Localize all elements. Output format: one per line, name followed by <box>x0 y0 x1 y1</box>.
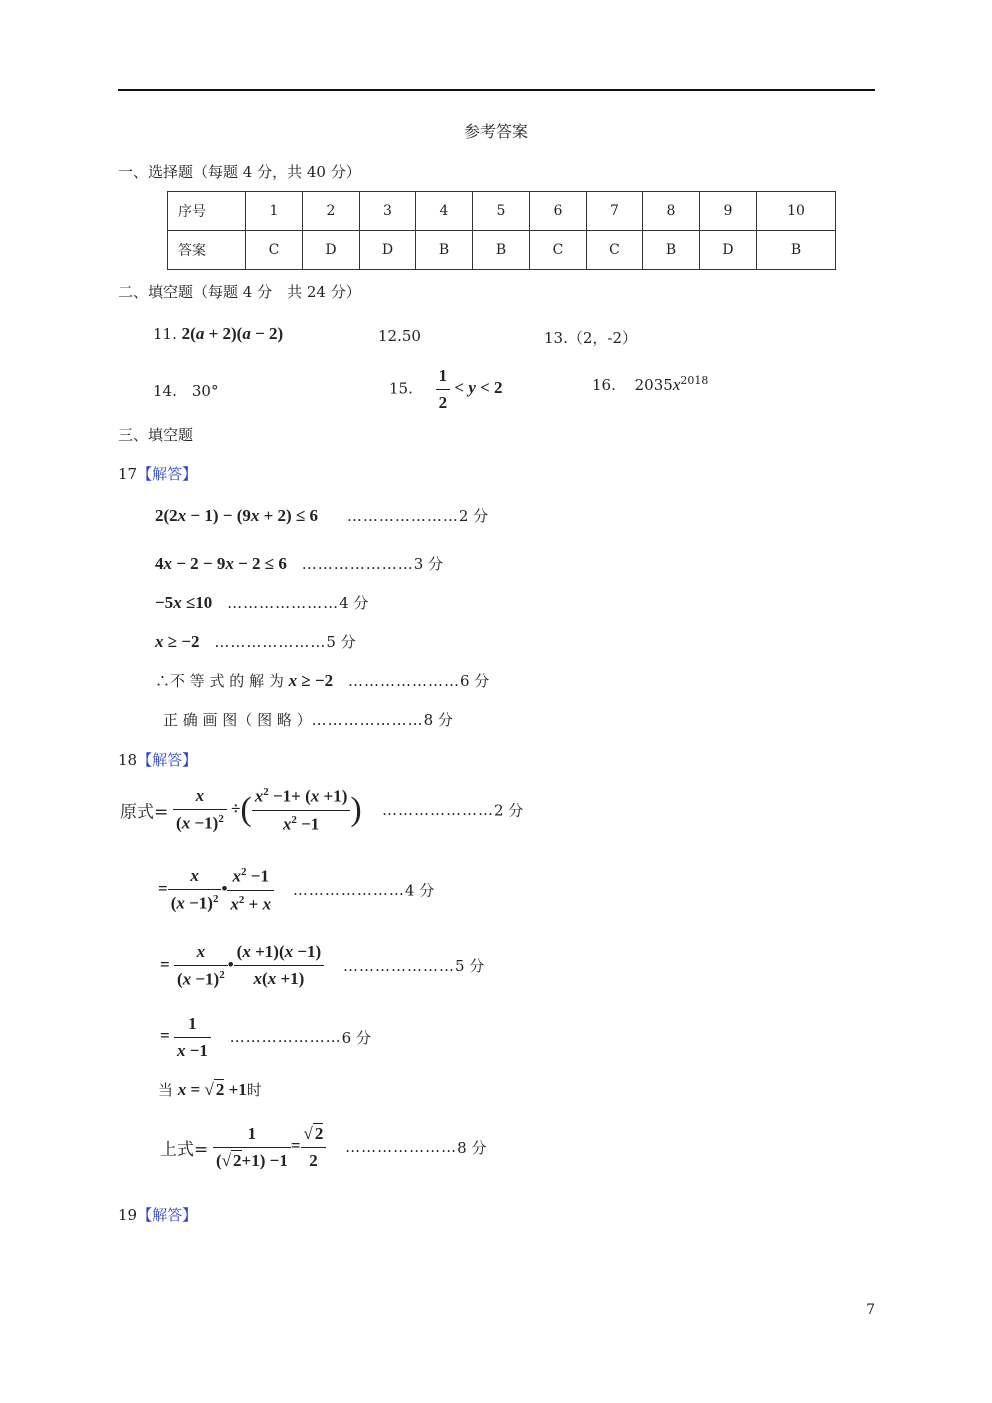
answer-q16: 16. $2035x^{2018}$ <box>592 374 709 394</box>
answer-q11 <box>153 324 283 344</box>
q17-step-5: ∴不 等 式 的 解 为 x ≥ −2 …………………6 分 <box>155 671 490 690</box>
section-fill-heading: 二、填空题（每题 4 分 共 24 分） <box>118 283 361 301</box>
table-cell: 1 <box>246 192 303 231</box>
answer-table <box>167 191 836 270</box>
table-cell: C <box>587 231 643 270</box>
table-header-number: 序号 <box>168 192 246 231</box>
answer-q14: 14. 30° <box>153 382 219 400</box>
q18-condition: 当 x = √ 2 +1时 <box>158 1080 262 1099</box>
q18-step-1: 原式= $\frac{x}{(x -1)^2}$ ÷( $\frac{x^2 -1+ (x +1)}{x^2 -1}$ ) …………………2 分 <box>120 786 524 834</box>
q18-result: 上式= $\frac{1}{(√ 2+1) -1}$ = $\frac{√ 2}{2}$ …………………8 分 <box>160 1124 487 1170</box>
table-cell: 5 <box>473 192 530 231</box>
page-number: 7 <box>866 1302 875 1318</box>
header-rule <box>118 89 875 91</box>
table-cell: 4 <box>416 192 473 231</box>
q17-step-2: 4x − 2 − 9x − 2 ≤ 6 …………………3 分 <box>155 554 443 573</box>
q18-heading: 18【解答】 <box>118 751 198 769</box>
table-cell: B <box>473 231 530 270</box>
q11-expression: 2(a + 2)(a − 2) <box>181 324 284 343</box>
table-cell: C <box>530 231 587 270</box>
table-cell: 2 <box>303 192 360 231</box>
section-solve-heading: 三、填空题 <box>118 426 194 444</box>
q17-step-3: −5x ≤10 …………………4 分 <box>155 593 369 612</box>
q17-step-6: 正 确 画 图（ 图 略 ）…………………8 分 <box>163 711 453 729</box>
table-cell: 8 <box>643 192 700 231</box>
q18-step-2: = $\frac{x}{(x -1)^2}$ • $\frac{x^2 -1}{x^2 + x}$ …………………4 分 <box>158 866 435 914</box>
section-choice-heading: 一、选择题（每题 4 分，共 40 分） <box>118 163 361 181</box>
q16-exponent: 2018 <box>680 374 709 387</box>
table-cell: C <box>246 231 303 270</box>
table-cell: B <box>643 231 700 270</box>
q17-step-4: x ≥ −2 …………………5 分 <box>155 632 356 651</box>
table-header-answer: 答案 <box>168 231 246 270</box>
table-cell: 9 <box>700 192 757 231</box>
answer-q12: 12.50 <box>378 327 421 345</box>
q16-number: 16. <box>592 376 616 394</box>
page-title: 参考答案 <box>463 122 528 141</box>
q18-step-4: = $\frac{1}{x -1}$ …………………6 分 <box>160 1014 371 1060</box>
table-cell: B <box>416 231 473 270</box>
table-cell: D <box>360 231 416 270</box>
table-row <box>168 192 836 231</box>
q15-number: 15. <box>389 379 413 398</box>
answer-q13: 13.（2，-2） <box>544 329 638 347</box>
table-cell: 7 <box>587 192 643 231</box>
q17-step-1: 2(2x − 1) − (9x + 2) ≤ 6 …………………2 分 <box>155 506 489 525</box>
table-cell: D <box>700 231 757 270</box>
table-row <box>168 231 836 270</box>
table-cell: 10 <box>757 192 836 231</box>
table-cell: 6 <box>530 192 587 231</box>
q16-coef: 2035 <box>634 376 673 394</box>
q11-number: 11. <box>153 325 177 343</box>
answer-q15: 15. $\frac{1}{2}$ < y < 2 <box>389 366 503 412</box>
q19-heading: 19【解答】 <box>118 1206 198 1224</box>
table-cell: D <box>303 231 360 270</box>
table-cell: 3 <box>360 192 416 231</box>
q18-step-3: = $\frac{x}{(x -1)^2}$ • $\frac{(x +1)(x -1)}{x(x +1)}$ …………………5 分 <box>160 942 485 989</box>
q17-heading: 17【解答】 <box>118 465 198 483</box>
table-cell: B <box>757 231 836 270</box>
